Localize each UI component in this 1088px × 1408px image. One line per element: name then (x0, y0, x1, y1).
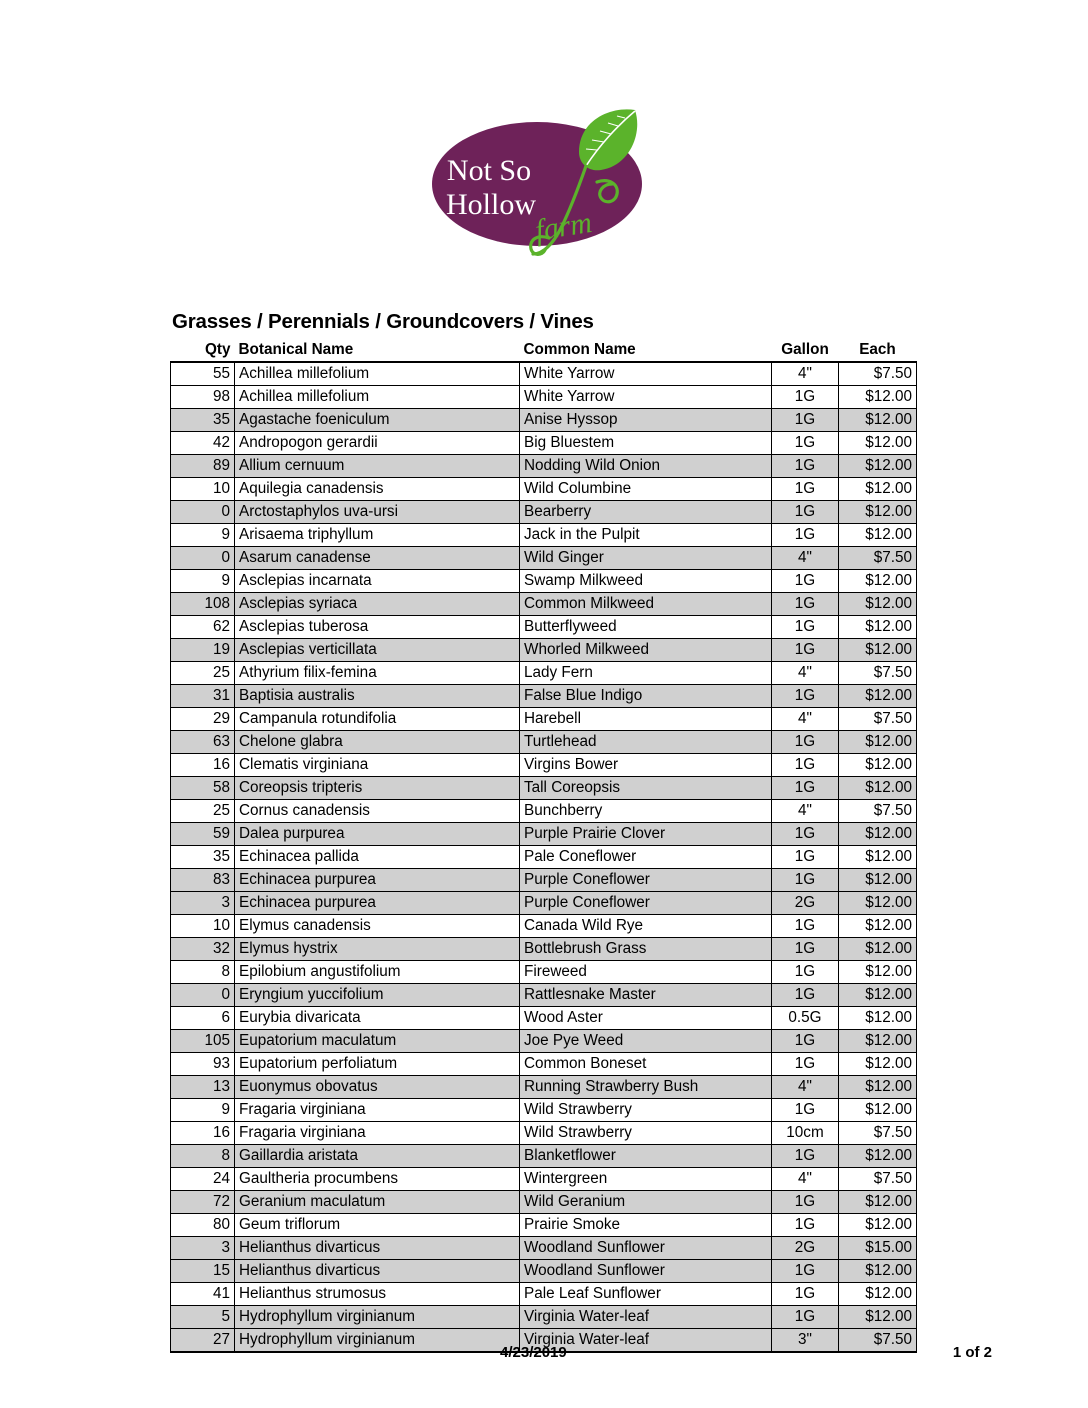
cell-common-name: Purple Prairie Clover (520, 823, 772, 846)
cell-botanical-name: Helianthus divarticus (235, 1237, 520, 1260)
plant-list-table (170, 338, 917, 1353)
cell-qty: 25 (171, 800, 235, 823)
cell-gallon: 1G (772, 938, 839, 961)
cell-botanical-name: Clematis virginiana (235, 754, 520, 777)
cell-common-name: Virginia Water-leaf (520, 1329, 772, 1353)
cell-gallon: 1G (772, 1099, 839, 1122)
cell-botanical-name: Asclepias tuberosa (235, 616, 520, 639)
page-title (172, 310, 594, 334)
cell-qty: 16 (171, 754, 235, 777)
cell-qty: 9 (171, 570, 235, 593)
table-row (171, 915, 917, 938)
cell-each: $12.00 (839, 1145, 917, 1168)
column-header-common-name: Common Name (520, 338, 772, 362)
cell-common-name: Wild Columbine (520, 478, 772, 501)
table-row (171, 984, 917, 1007)
cell-botanical-name: Athyrium filix-femina (235, 662, 520, 685)
cell-gallon: 1G (772, 1260, 839, 1283)
cell-gallon: 1G (772, 593, 839, 616)
cell-botanical-name: Arctostaphylos uva-ursi (235, 501, 520, 524)
cell-botanical-name: Gaillardia aristata (235, 1145, 520, 1168)
cell-common-name: Big Bluestem (520, 432, 772, 455)
cell-each: $12.00 (839, 846, 917, 869)
cell-gallon: 1G (772, 1053, 839, 1076)
table-row (171, 547, 917, 570)
cell-botanical-name: Geum triflorum (235, 1214, 520, 1237)
table-body (171, 362, 917, 1352)
table-row (171, 593, 917, 616)
cell-qty: 6 (171, 1007, 235, 1030)
cell-common-name: Joe Pye Weed (520, 1030, 772, 1053)
cell-botanical-name: Hydrophyllum virginianum (235, 1329, 520, 1353)
cell-gallon: 4" (772, 800, 839, 823)
cell-common-name: Swamp Milkweed (520, 570, 772, 593)
cell-each: $12.00 (839, 685, 917, 708)
cell-qty: 10 (171, 478, 235, 501)
table-row (171, 409, 917, 432)
table-row (171, 524, 917, 547)
cell-gallon: 4" (772, 362, 839, 386)
column-header-gallon: Gallon (772, 338, 839, 362)
cell-botanical-name: Aquilegia canadensis (235, 478, 520, 501)
table-row (171, 869, 917, 892)
cell-each: $12.00 (839, 777, 917, 800)
cell-common-name: Common Milkweed (520, 593, 772, 616)
column-header-qty: Qty (171, 338, 235, 362)
cell-qty: 93 (171, 1053, 235, 1076)
cell-each: $7.50 (839, 1168, 917, 1191)
cell-each: $7.50 (839, 708, 917, 731)
cell-each: $7.50 (839, 1122, 917, 1145)
table-row (171, 754, 917, 777)
cell-qty: 62 (171, 616, 235, 639)
cell-qty: 108 (171, 593, 235, 616)
cell-each: $12.00 (839, 1007, 917, 1030)
table-row (171, 1168, 917, 1191)
cell-gallon: 2G (772, 892, 839, 915)
logo-script-farm: farm (532, 205, 595, 248)
cell-common-name: Harebell (520, 708, 772, 731)
cell-qty: 13 (171, 1076, 235, 1099)
cell-common-name: Purple Coneflower (520, 892, 772, 915)
cell-common-name: Tall Coreopsis (520, 777, 772, 800)
cell-each: $12.00 (839, 731, 917, 754)
cell-common-name: Woodland Sunflower (520, 1260, 772, 1283)
cell-gallon: 1G (772, 754, 839, 777)
table-row (171, 616, 917, 639)
cell-qty: 9 (171, 1099, 235, 1122)
logo-container (0, 0, 1088, 248)
logo-text-line2: Hollow (446, 188, 536, 221)
cell-qty: 24 (171, 1168, 235, 1191)
cell-qty: 0 (171, 547, 235, 570)
cell-common-name: Common Boneset (520, 1053, 772, 1076)
cell-common-name: Wild Ginger (520, 547, 772, 570)
cell-each: $12.00 (839, 938, 917, 961)
cell-common-name: Anise Hyssop (520, 409, 772, 432)
cell-qty: 105 (171, 1030, 235, 1053)
cell-gallon: 4" (772, 1076, 839, 1099)
cell-gallon: 1G (772, 409, 839, 432)
cell-qty: 63 (171, 731, 235, 754)
cell-botanical-name: Agastache foeniculum (235, 409, 520, 432)
table-row (171, 1306, 917, 1329)
cell-gallon: 2G (772, 1237, 839, 1260)
table-row (171, 386, 917, 409)
cell-each: $12.00 (839, 1260, 917, 1283)
table-row (171, 777, 917, 800)
cell-each: $12.00 (839, 501, 917, 524)
table-header-row (171, 338, 917, 362)
table-row (171, 823, 917, 846)
cell-qty: 32 (171, 938, 235, 961)
table-row (171, 1260, 917, 1283)
cell-botanical-name: Fragaria virginiana (235, 1122, 520, 1145)
cell-botanical-name: Allium cernuum (235, 455, 520, 478)
table-row (171, 501, 917, 524)
cell-gallon: 1G (772, 961, 839, 984)
cell-botanical-name: Chelone glabra (235, 731, 520, 754)
cell-gallon: 4" (772, 708, 839, 731)
table-row (171, 1076, 917, 1099)
cell-qty: 9 (171, 524, 235, 547)
cell-each: $7.50 (839, 800, 917, 823)
cell-qty: 8 (171, 961, 235, 984)
cell-botanical-name: Eupatorium perfoliatum (235, 1053, 520, 1076)
cell-gallon: 4" (772, 1168, 839, 1191)
cell-qty: 55 (171, 362, 235, 386)
cell-gallon: 1G (772, 386, 839, 409)
cell-common-name: Fireweed (520, 961, 772, 984)
cell-qty: 35 (171, 409, 235, 432)
cell-qty: 27 (171, 1329, 235, 1353)
table-row (171, 846, 917, 869)
cell-each: $12.00 (839, 823, 917, 846)
cell-botanical-name: Asclepias syriaca (235, 593, 520, 616)
table-row (171, 455, 917, 478)
cell-gallon: 1G (772, 1145, 839, 1168)
cell-botanical-name: Euonymus obovatus (235, 1076, 520, 1099)
cell-gallon: 1G (772, 1214, 839, 1237)
cell-each: $12.00 (839, 409, 917, 432)
page-title-primary: Grasses / Perennials (172, 310, 370, 333)
cell-botanical-name: Baptisia australis (235, 685, 520, 708)
cell-common-name: Pale Leaf Sunflower (520, 1283, 772, 1306)
table-row (171, 1053, 917, 1076)
cell-gallon: 1G (772, 501, 839, 524)
cell-each: $12.00 (839, 869, 917, 892)
column-header-botanical-name: Botanical Name (235, 338, 520, 362)
cell-common-name: Wintergreen (520, 1168, 772, 1191)
cell-common-name: Wild Geranium (520, 1191, 772, 1214)
table-row (171, 639, 917, 662)
page-title-secondary: / Groundcovers / Vines (369, 310, 594, 333)
cell-each: $12.00 (839, 1214, 917, 1237)
cell-each: $12.00 (839, 593, 917, 616)
cell-each: $12.00 (839, 1030, 917, 1053)
cell-qty: 3 (171, 1237, 235, 1260)
table-row (171, 892, 917, 915)
cell-qty: 89 (171, 455, 235, 478)
farm-logo (429, 104, 659, 264)
cell-gallon: 1G (772, 432, 839, 455)
cell-common-name: Bearberry (520, 501, 772, 524)
cell-each: $12.00 (839, 1306, 917, 1329)
cell-gallon: 1G (772, 984, 839, 1007)
cell-botanical-name: Eryngium yuccifolium (235, 984, 520, 1007)
table-row (171, 1099, 917, 1122)
logo-artwork (429, 104, 659, 264)
cell-qty: 98 (171, 386, 235, 409)
cell-common-name: Prairie Smoke (520, 1214, 772, 1237)
cell-each: $12.00 (839, 1076, 917, 1099)
cell-common-name: Virginia Water-leaf (520, 1306, 772, 1329)
cell-gallon: 1G (772, 731, 839, 754)
cell-gallon: 4" (772, 547, 839, 570)
cell-common-name: Blanketflower (520, 1145, 772, 1168)
logo-text-line1: Not So (446, 154, 532, 187)
cell-botanical-name: Cornus canadensis (235, 800, 520, 823)
table-row (171, 1191, 917, 1214)
cell-each: $12.00 (839, 754, 917, 777)
cell-each: $12.00 (839, 639, 917, 662)
cell-qty: 5 (171, 1306, 235, 1329)
cell-common-name: White Yarrow (520, 362, 772, 386)
cell-qty: 8 (171, 1145, 235, 1168)
footer-page-number: 1 of 2 (952, 1344, 992, 1361)
cell-botanical-name: Fragaria virginiana (235, 1099, 520, 1122)
cell-qty: 0 (171, 501, 235, 524)
cell-common-name: White Yarrow (520, 386, 772, 409)
cell-common-name: Canada Wild Rye (520, 915, 772, 938)
cell-gallon: 1G (772, 685, 839, 708)
cell-botanical-name: Eupatorium maculatum (235, 1030, 520, 1053)
cell-qty: 31 (171, 685, 235, 708)
cell-each: $12.00 (839, 1191, 917, 1214)
table-row (171, 1283, 917, 1306)
cell-botanical-name: Echinacea pallida (235, 846, 520, 869)
cell-each: $12.00 (839, 1053, 917, 1076)
column-header-each: Each (839, 338, 917, 362)
cell-botanical-name: Achillea millefolium (235, 386, 520, 409)
cell-common-name: Virgins Bower (520, 754, 772, 777)
cell-each: $12.00 (839, 892, 917, 915)
table-row (171, 1030, 917, 1053)
cell-gallon: 1G (772, 846, 839, 869)
cell-qty: 42 (171, 432, 235, 455)
cell-botanical-name: Elymus canadensis (235, 915, 520, 938)
table-row (171, 1007, 917, 1030)
cell-qty: 72 (171, 1191, 235, 1214)
cell-common-name: Lady Fern (520, 662, 772, 685)
cell-qty: 35 (171, 846, 235, 869)
cell-qty: 83 (171, 869, 235, 892)
cell-each: $12.00 (839, 524, 917, 547)
cell-each: $12.00 (839, 386, 917, 409)
cell-each: $12.00 (839, 616, 917, 639)
cell-botanical-name: Andropogon gerardii (235, 432, 520, 455)
cell-botanical-name: Elymus hystrix (235, 938, 520, 961)
cell-gallon: 4" (772, 662, 839, 685)
cell-qty: 80 (171, 1214, 235, 1237)
cell-common-name: False Blue Indigo (520, 685, 772, 708)
cell-each: $15.00 (839, 1237, 917, 1260)
cell-each: $7.50 (839, 362, 917, 386)
table-row (171, 1214, 917, 1237)
table-row (171, 1237, 917, 1260)
cell-gallon: 1G (772, 1030, 839, 1053)
cell-gallon: 1G (772, 1283, 839, 1306)
cell-qty: 25 (171, 662, 235, 685)
footer-date: 4/23/2019 (500, 1344, 567, 1361)
cell-gallon: 1G (772, 524, 839, 547)
cell-common-name: Pale Coneflower (520, 846, 772, 869)
cell-common-name: Bunchberry (520, 800, 772, 823)
cell-botanical-name: Echinacea purpurea (235, 869, 520, 892)
cell-qty: 29 (171, 708, 235, 731)
cell-common-name: Jack in the Pulpit (520, 524, 772, 547)
cell-gallon: 1G (772, 1306, 839, 1329)
table-row (171, 1145, 917, 1168)
cell-botanical-name: Hydrophyllum virginianum (235, 1306, 520, 1329)
cell-each: $7.50 (839, 662, 917, 685)
cell-botanical-name: Asarum canadense (235, 547, 520, 570)
cell-gallon: 1G (772, 1191, 839, 1214)
cell-gallon: 1G (772, 639, 839, 662)
cell-botanical-name: Eurybia divaricata (235, 1007, 520, 1030)
cell-botanical-name: Dalea purpurea (235, 823, 520, 846)
table-row (171, 362, 917, 386)
cell-common-name: Turtlehead (520, 731, 772, 754)
cell-botanical-name: Campanula rotundifolia (235, 708, 520, 731)
cell-each: $12.00 (839, 432, 917, 455)
cell-each: $12.00 (839, 915, 917, 938)
cell-each: $12.00 (839, 570, 917, 593)
cell-qty: 0 (171, 984, 235, 1007)
cell-botanical-name: Helianthus strumosus (235, 1283, 520, 1306)
cell-gallon: 1G (772, 455, 839, 478)
cell-each: $12.00 (839, 984, 917, 1007)
cell-common-name: Whorled Milkweed (520, 639, 772, 662)
cell-botanical-name: Echinacea purpurea (235, 892, 520, 915)
cell-common-name: Wild Strawberry (520, 1099, 772, 1122)
cell-gallon: 1G (772, 915, 839, 938)
cell-botanical-name: Arisaema triphyllum (235, 524, 520, 547)
cell-gallon: 1G (772, 823, 839, 846)
cell-each: $12.00 (839, 1283, 917, 1306)
table-row (171, 938, 917, 961)
cell-gallon: 1G (772, 478, 839, 501)
cell-qty: 3 (171, 892, 235, 915)
cell-each: $12.00 (839, 1099, 917, 1122)
table-row (171, 731, 917, 754)
cell-each: $12.00 (839, 455, 917, 478)
cell-common-name: Woodland Sunflower (520, 1237, 772, 1260)
cell-common-name: Butterflyweed (520, 616, 772, 639)
cell-each: $12.00 (839, 961, 917, 984)
cell-botanical-name: Achillea millefolium (235, 362, 520, 386)
table-row (171, 1122, 917, 1145)
cell-common-name: Wood Aster (520, 1007, 772, 1030)
cell-common-name: Purple Coneflower (520, 869, 772, 892)
cell-gallon: 1G (772, 570, 839, 593)
cell-gallon: 1G (772, 777, 839, 800)
table-header (171, 338, 917, 362)
cell-botanical-name: Helianthus divarticus (235, 1260, 520, 1283)
cell-gallon: 0.5G (772, 1007, 839, 1030)
cell-gallon: 3" (772, 1329, 839, 1353)
table-row (171, 961, 917, 984)
table-row (171, 708, 917, 731)
cell-each: $7.50 (839, 547, 917, 570)
table-row (171, 800, 917, 823)
cell-qty: 15 (171, 1260, 235, 1283)
plant-list-container (170, 338, 916, 1353)
cell-common-name: Wild Strawberry (520, 1122, 772, 1145)
table-row (171, 570, 917, 593)
cell-common-name: Bottlebrush Grass (520, 938, 772, 961)
cell-qty: 10 (171, 915, 235, 938)
cell-botanical-name: Asclepias incarnata (235, 570, 520, 593)
cell-qty: 58 (171, 777, 235, 800)
cell-botanical-name: Geranium maculatum (235, 1191, 520, 1214)
table-row (171, 478, 917, 501)
cell-gallon: 1G (772, 869, 839, 892)
cell-each: $12.00 (839, 478, 917, 501)
cell-common-name: Rattlesnake Master (520, 984, 772, 1007)
cell-botanical-name: Coreopsis tripteris (235, 777, 520, 800)
table-row (171, 662, 917, 685)
table-row (171, 685, 917, 708)
cell-each: $7.50 (839, 1329, 917, 1353)
cell-qty: 59 (171, 823, 235, 846)
cell-common-name: Nodding Wild Onion (520, 455, 772, 478)
cell-qty: 16 (171, 1122, 235, 1145)
cell-qty: 41 (171, 1283, 235, 1306)
cell-botanical-name: Asclepias verticillata (235, 639, 520, 662)
cell-qty: 19 (171, 639, 235, 662)
page-footer (0, 1344, 1088, 1368)
cell-gallon: 1G (772, 616, 839, 639)
cell-gallon: 10cm (772, 1122, 839, 1145)
cell-botanical-name: Gaultheria procumbens (235, 1168, 520, 1191)
cell-botanical-name: Epilobium angustifolium (235, 961, 520, 984)
cell-common-name: Running Strawberry Bush (520, 1076, 772, 1099)
table-row (171, 432, 917, 455)
